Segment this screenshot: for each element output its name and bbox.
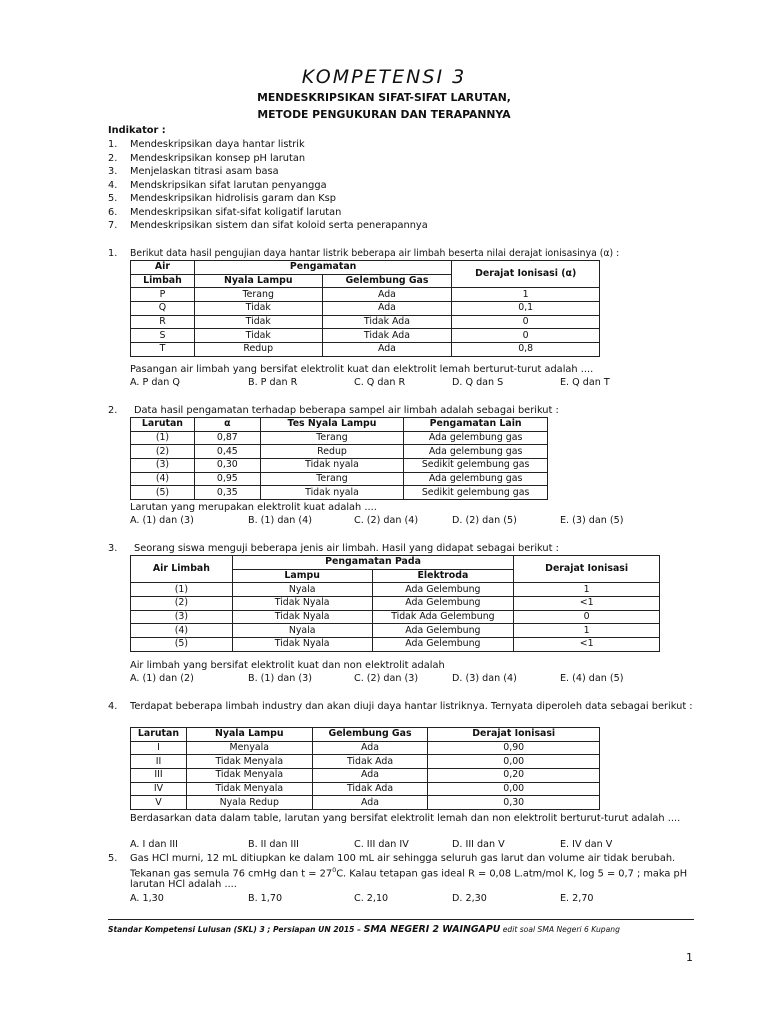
footer-text: Standar Kompetensi Lulusan (SKL) 3 ; Persiapan UN 2015 – SMA NEGERI 2 WAINGAPU edit soal SMA Negeri 6 Kupang xyxy=(108,924,620,935)
option-e: E. (4) dan (5) xyxy=(560,673,624,684)
question-4-number: 4. xyxy=(108,701,118,712)
option-e: E. (3) dan (5) xyxy=(560,515,624,526)
option-a: A. (1) dan (2) xyxy=(130,673,194,684)
table-row: (3) 0,30 Tidak nyala Sedikit gelembung gas xyxy=(131,459,548,473)
table-header: Gelembung Gas xyxy=(322,274,452,288)
table-header: Air Limbah xyxy=(131,556,233,583)
table-row: IV Tidak Menyala Tidak Ada 0,00 xyxy=(131,782,600,796)
table-header: Derajat Ionisasi (α) xyxy=(452,261,600,288)
table-header: Derajat Ionisasi xyxy=(514,556,660,583)
option-b: B. (1) dan (3) xyxy=(248,673,313,684)
question-4-table xyxy=(130,727,600,810)
indikator-item: 7. Mendeskripsikan sistem dan sifat koloid serta penerapannya xyxy=(108,220,428,231)
option-a: A. 1,30 xyxy=(130,893,164,904)
indikator-item: 6. Mendeskripsikan sifat-sifat koligatif larutan xyxy=(108,206,342,218)
table-header: Pengamatan Pada xyxy=(232,556,513,570)
table-row: T Redup Ada 0,8 xyxy=(131,343,600,357)
page-title: KOMPETENSI 3 xyxy=(301,66,467,88)
table-row: Q Tidak Ada 0,1 xyxy=(131,302,600,316)
table-header: Limbah xyxy=(131,274,195,288)
question-5-line-1: Gas HCl murni, 12 mL ditiupkan ke dalam 100 mL air sehingga seluruh gas larut dan volume air tidak berubah. xyxy=(130,853,676,864)
table-header: Pengamatan xyxy=(194,261,451,275)
indikator-item: 2. Mendeskripsikan konsep pH larutan xyxy=(108,152,306,164)
footer-divider xyxy=(108,919,694,920)
question-1-prompt: Pasangan air limbah yang bersifat elektrolit kuat dan elektrolit lemah berturut-turut adalah .... xyxy=(130,364,594,375)
question-3-text: Seorang siswa menguji beberapa jenis air limbah. Hasil yang didapat sebagai berikut : xyxy=(134,543,559,554)
table-row: (1) 0,87 Terang Ada gelembung gas xyxy=(131,431,548,445)
table-row: (2) 0,45 Redup Ada gelembung gas xyxy=(131,445,548,459)
option-c: C. 2,10 xyxy=(354,893,389,904)
option-c: C. (2) dan (4) xyxy=(354,515,419,526)
table-row: (4) Nyala Ada Gelembung 1 xyxy=(131,624,660,638)
question-3-number: 3. xyxy=(108,543,118,554)
question-3-prompt: Air limbah yang bersifat elektrolit kuat dan non elektrolit adalah xyxy=(130,660,445,671)
option-a: A. (1) dan (3) xyxy=(130,515,194,526)
question-1-number: 1. xyxy=(108,248,118,259)
option-b: B. 1,70 xyxy=(248,893,283,904)
table-header: Gelembung Gas xyxy=(312,728,428,742)
question-2-number: 2. xyxy=(108,405,118,416)
question-2-table xyxy=(130,417,548,500)
indikator-item: 5. Mendeskripsikan hidrolisis garam dan Ksp xyxy=(108,193,336,204)
table-row: (5) Tidak Nyala Ada Gelembung <1 xyxy=(131,638,660,652)
page-number: 1 xyxy=(686,951,693,964)
table-header: Larutan xyxy=(131,418,195,432)
option-d: D. (3) dan (4) xyxy=(452,673,517,684)
table-header: Elektroda xyxy=(372,569,514,583)
indikator-item: 1. Mendeskripsikan daya hantar listrik xyxy=(108,139,305,150)
question-2-prompt: Larutan yang merupakan elektrolit kuat adalah .... xyxy=(130,502,377,513)
table-header: Lampu xyxy=(232,569,372,583)
table-row: III Tidak Menyala Ada 0,20 xyxy=(131,769,600,783)
table-header: Nyala Lampu xyxy=(194,274,322,288)
table-row: (1) Nyala Ada Gelembung 1 xyxy=(131,583,660,597)
question-5-line-2: Tekanan gas semula 76 cmHg dan $t = 27^0C$. Kalau tetapan gas ideal R = 0,08 L.atm/mol K, log 5 = 0,7 ; maka pH xyxy=(130,866,688,880)
table-header: Derajat Ionisasi xyxy=(428,728,600,742)
table-row: II Tidak Menyala Tidak Ada 0,00 xyxy=(131,755,600,769)
table-header: α xyxy=(194,418,260,432)
option-b: B. P dan R xyxy=(248,377,298,388)
option-a: A. I dan III xyxy=(130,839,178,850)
table-header: Pengamatan Lain xyxy=(404,418,548,432)
table-row: P Terang Ada 1 xyxy=(131,288,600,302)
option-d: D. (2) dan (5) xyxy=(452,515,517,526)
table-header: Air xyxy=(131,261,195,275)
table-row: S Tidak Tidak Ada 0 xyxy=(131,329,600,343)
option-d: D. III dan V xyxy=(452,839,505,850)
table-row: (5) 0,35 Tidak nyala Sedikit gelembung gas xyxy=(131,486,548,500)
table-row: (2) Tidak Nyala Ada Gelembung <1 xyxy=(131,597,660,611)
option-c: C. (2) dan (3) xyxy=(354,673,419,684)
option-d: D. 2,30 xyxy=(452,893,487,904)
question-3-table xyxy=(130,555,660,652)
table-header: Larutan xyxy=(131,728,187,742)
table-row: V Nyala Redup Ada 0,30 xyxy=(131,796,600,810)
question-2-text: Data hasil pengamatan terhadap beberapa sampel air limbah adalah sebagai berikut : xyxy=(134,405,559,416)
option-e: E. 2,70 xyxy=(560,893,594,904)
table-row: I Menyala Ada 0,90 xyxy=(131,741,600,755)
question-1-table xyxy=(130,260,600,357)
option-b: B. II dan III xyxy=(248,839,299,850)
question-5-line-3: larutan HCl adalah .... xyxy=(130,879,237,890)
option-e: E. IV dan V xyxy=(560,839,613,850)
question-4-text: Terdapat beberapa limbah industry dan akan diuji daya hantar listriknya. Ternyata diperoleh data sebagai berikut : xyxy=(130,701,693,712)
option-b: B. (1) dan (4) xyxy=(248,515,313,526)
indikator-item: 4. Mendskripsikan sifat larutan penyangga xyxy=(108,179,327,191)
table-row: R Tidak Tidak Ada 0 xyxy=(131,315,600,329)
table-row: (4) 0,95 Terang Ada gelembung gas xyxy=(131,472,548,486)
indikator-heading: Indikator : xyxy=(108,125,166,136)
table-header: Tes Nyala Lampu xyxy=(260,418,404,432)
option-a: A. P dan Q xyxy=(130,377,180,388)
subtitle-line-1: MENDESKRIPSIKAN SIFAT-SIFAT LARUTAN, xyxy=(257,91,511,104)
option-e: E. Q dan T xyxy=(560,377,610,388)
option-c: C. Q dan R xyxy=(354,377,406,388)
subtitle-line-2: METODE PENGUKURAN DAN TERAPANNYA xyxy=(257,108,511,121)
table-row: (3) Tidak Nyala Tidak Ada Gelembung 0 xyxy=(131,610,660,624)
indikator-item: 3. Menjelaskan titrasi asam basa xyxy=(108,166,279,177)
option-c: C. III dan IV xyxy=(354,839,409,850)
option-d: D. Q dan S xyxy=(452,377,504,388)
table-header: Nyala Lampu xyxy=(186,728,312,742)
question-1-text: Berikut data hasil pengujian daya hantar listrik beberapa air limbah beserta nilai derajat ionisasinya (α) : xyxy=(130,248,620,259)
question-4-prompt: Berdasarkan data dalam table, larutan yang bersifat elektrolit lemah dan non elektrolit berturut-turut adalah .... xyxy=(130,813,681,824)
question-5-number: 5. xyxy=(108,853,118,864)
